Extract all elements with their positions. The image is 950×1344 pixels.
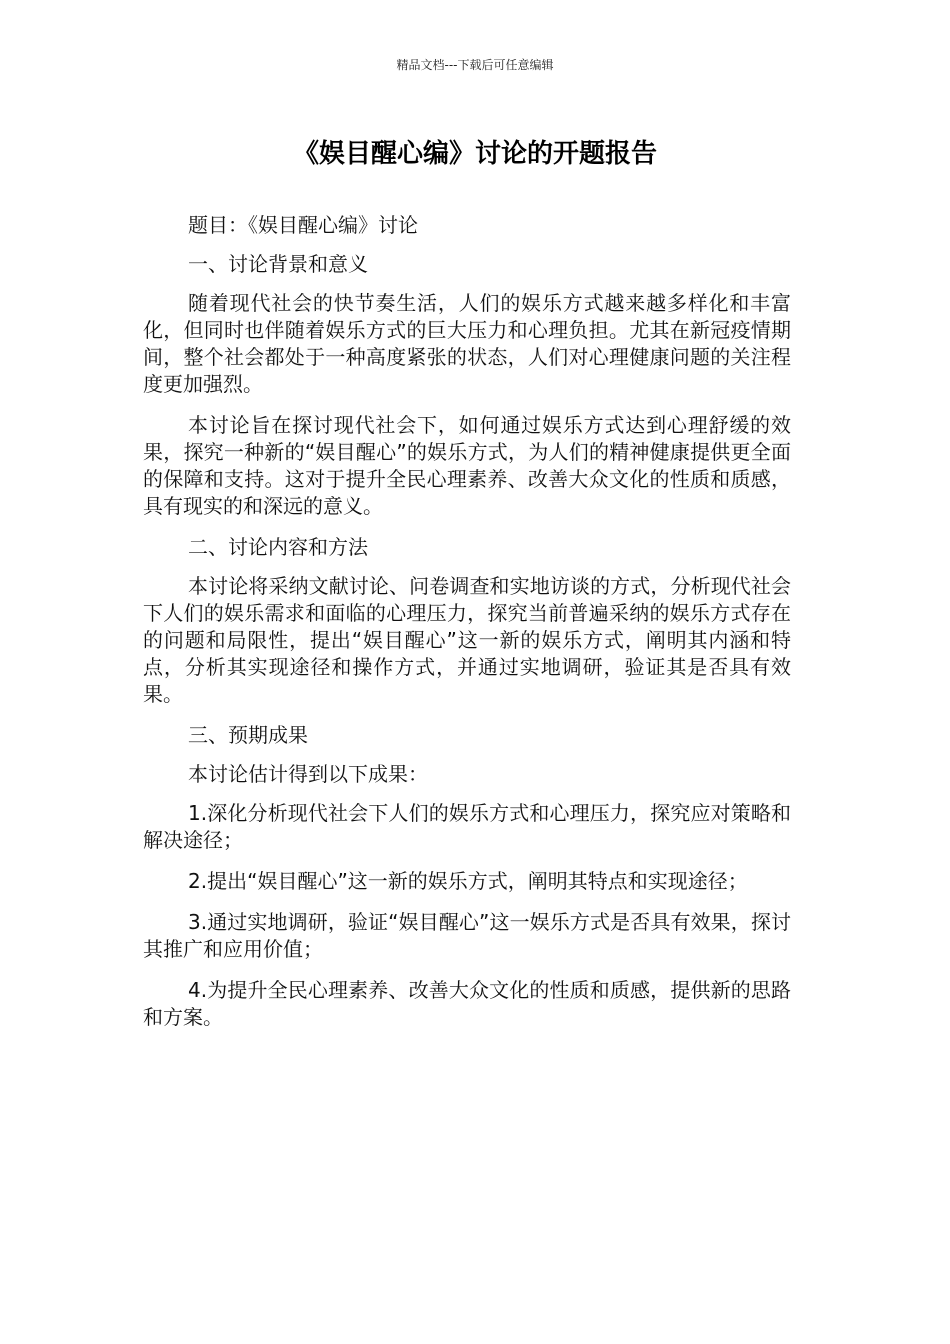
content-methods-paragraph: 本讨论将采纳文献讨论、问卷调查和实地访谈的方式，分析现代社会下人们的娱乐需求和面临的心理压力，探究当前普遍采纳的娱乐方式存在的问题和局限性，提出“娱目醒心”这一新的娱乐方式，阐明其内涵和特点，分析其实现途径和操作方式，并通过实地调研，验证其是否具有效果。 xyxy=(143,574,791,706)
background-paragraph-1: 随着现代社会的快节奏生活，人们的娱乐方式越来越多样化和丰富化，但同时也伴随着娱乐方式的巨大压力和心理负担。尤其在新冠疫情期间，整个社会都处于一种高度紧张的状态，人们对心理健康问题的关注程度更加强烈。 xyxy=(143,291,791,396)
section-heading-background: 一、讨论背景和意义 xyxy=(188,252,368,276)
outcomes-intro: 本讨论估计得到以下成果： xyxy=(188,762,428,786)
document-body xyxy=(143,212,791,1045)
outcome-item-4: 4.为提升全民心理素养、改善大众文化的性质和质感，提供新的思路和方案。 xyxy=(143,978,791,1029)
document-title: 《娱目醒心编》讨论的开题报告 xyxy=(292,139,657,169)
outcome-item-3: 3.通过实地调研，验证“娱目醒心”这一娱乐方式是否具有效果，探讨其推广和应用价值； xyxy=(143,910,791,961)
background-paragraph-2: 本讨论旨在探讨现代社会下，如何通过娱乐方式达到心理舒缓的效果，探究一种新的“娱目醒心”的娱乐方式，为人们的精神健康提供更全面的保障和支持。这对于提升全民心理素养、改善大众文化的性质和质感，具有现实的和深远的意义。 xyxy=(143,413,791,518)
outcome-item-1: 1.深化分析现代社会下人们的娱乐方式和心理压力，探究应对策略和解决途径； xyxy=(143,801,791,852)
outcome-item-2: 2.提出“娱目醒心”这一新的娱乐方式，阐明其特点和实现途径； xyxy=(188,869,748,893)
header-note: 精品文档---下载后可任意编辑 xyxy=(396,58,554,72)
section-heading-content-methods: 二、讨论内容和方法 xyxy=(188,535,368,559)
subject-line: 题目：《娱目醒心编》讨论 xyxy=(188,213,418,237)
section-heading-expected-outcomes: 三、预期成果 xyxy=(188,723,308,747)
